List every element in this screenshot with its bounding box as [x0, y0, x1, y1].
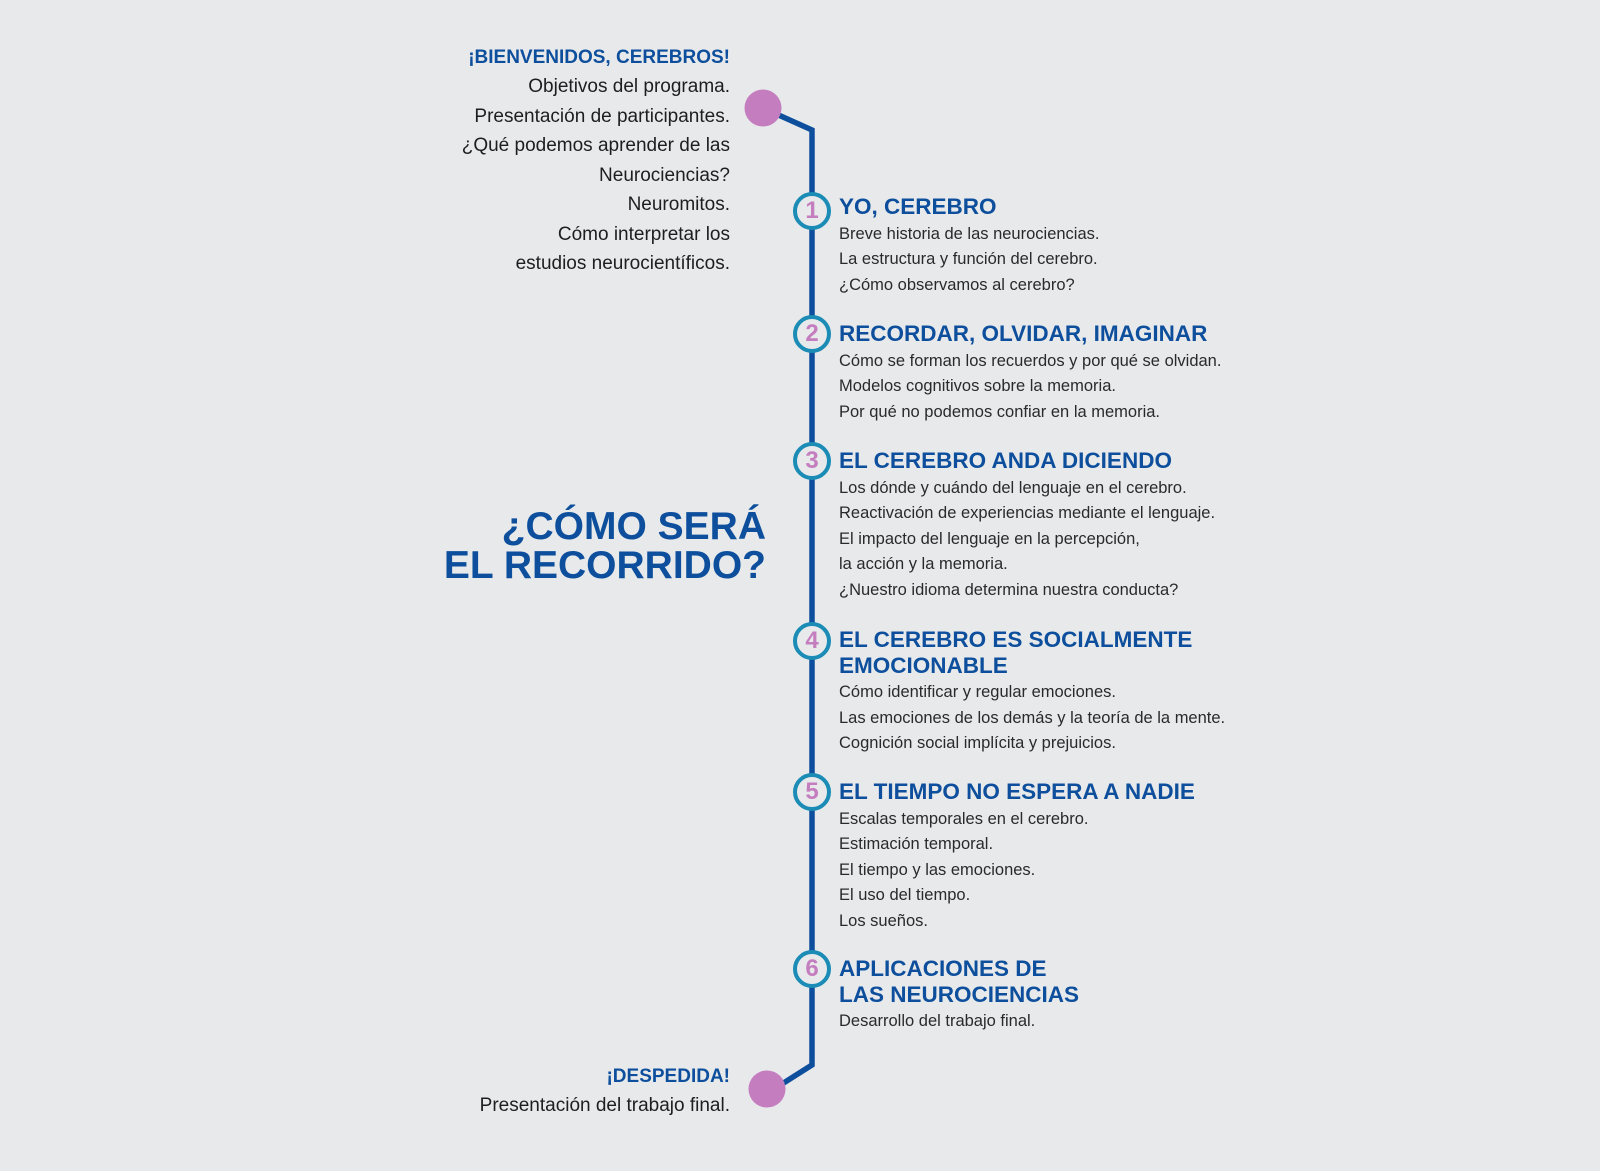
module-title-line: EMOCIONABLE — [839, 652, 1008, 678]
step-number-6: 6 — [805, 955, 819, 982]
start-dot — [745, 90, 782, 127]
welcome-items — [462, 72, 730, 279]
module-6 — [839, 956, 1079, 1035]
farewell-item: Presentación del trabajo final. — [479, 1095, 730, 1116]
step-number-1: 1 — [805, 197, 819, 224]
module-item: Desarrollo del trabajo final. — [839, 1012, 1036, 1030]
module-4 — [839, 627, 1225, 757]
module-item: Cognición social implícita y prejuicios. — [839, 734, 1116, 752]
module-title — [839, 194, 1099, 220]
module-item: Modelos cognitivos sobre la memoria. — [839, 377, 1116, 395]
module-title-line: LAS NEUROCIENCIAS — [839, 981, 1080, 1007]
module-3 — [839, 448, 1215, 603]
end-dot — [749, 1071, 786, 1108]
step-number-5: 5 — [805, 778, 819, 805]
welcome-item: Presentación de participantes. — [474, 105, 730, 127]
module-title — [839, 779, 1195, 805]
welcome-item: Objetivos del programa. — [528, 76, 730, 97]
welcome-item: Neuromitos. — [627, 194, 730, 215]
module-title — [839, 956, 1079, 1007]
timeline-line — [763, 108, 812, 1096]
step-number-4: 4 — [805, 627, 819, 654]
module-item: Breve historia de las neurociencias. — [839, 224, 1100, 243]
farewell-title: ¡DESPEDIDA! — [606, 1066, 730, 1087]
module-title-line: YO, CEREBRO — [839, 194, 997, 219]
module-item: El tiempo y las emociones. — [839, 860, 1036, 879]
module-item: la acción y la memoria. — [839, 555, 1008, 573]
main-title-line: EL RECORRIDO? — [443, 544, 766, 587]
module-title — [839, 627, 1225, 678]
module-item: Estimación temporal. — [839, 835, 994, 853]
module-5 — [839, 779, 1195, 934]
module-item: Cómo se forman los recuerdos y por qué se olvidan. — [839, 351, 1222, 370]
main-title-line: ¿CÓMO SERÁ — [501, 505, 766, 548]
farewell-section — [480, 1063, 730, 1121]
module-item: La estructura y función del cerebro. — [839, 250, 1098, 268]
module-title — [839, 448, 1215, 474]
module-item: ¿Cómo observamos al cerebro? — [839, 275, 1075, 294]
farewell-items — [480, 1091, 730, 1121]
welcome-item: estudios neurocientíficos. — [515, 253, 730, 274]
module-item: Los dónde y cuándo del lenguaje en el cerebro. — [839, 478, 1187, 497]
module-item: Cómo identificar y regular emociones. — [839, 683, 1116, 701]
module-item: ¿Nuestro idioma determina nuestra conducta? — [839, 580, 1179, 599]
module-1 — [839, 194, 1099, 298]
welcome-item: ¿Qué podemos aprender de las — [461, 135, 730, 156]
module-item: Reactivación de experiencias mediante el lenguaje. — [839, 504, 1216, 522]
module-title-line: EL TIEMPO NO ESPERA A NADIE — [839, 779, 1195, 804]
module-title — [839, 321, 1221, 347]
module-item: Por qué no podemos confiar en la memoria. — [839, 402, 1161, 421]
welcome-item: Cómo interpretar los — [557, 223, 730, 245]
module-item: Los sueños. — [839, 911, 928, 930]
module-title-line: EL CEREBRO ANDA DICIENDO — [839, 448, 1172, 473]
step-number-3: 3 — [805, 447, 819, 474]
module-title-line: RECORDAR, OLVIDAR, IMAGINAR — [839, 321, 1208, 346]
module-item: El uso del tiempo. — [839, 886, 971, 904]
module-item: Las emociones de los demás y la teoría de la mente. — [839, 708, 1226, 727]
module-title-line: APLICACIONES DE — [839, 956, 1047, 981]
welcome-title: ¡BIENVENIDOS, CEREBROS! — [468, 47, 730, 68]
step-number-2: 2 — [805, 320, 819, 347]
main-title — [444, 507, 766, 585]
module-title-line: EL CEREBRO ES SOCIALMENTE — [839, 627, 1193, 652]
welcome-item: Neurociencias? — [599, 164, 730, 186]
module-2 — [839, 321, 1221, 425]
module-item: El impacto del lenguaje en la percepción, — [839, 529, 1140, 548]
module-item: Escalas temporales en el cerebro. — [839, 809, 1089, 828]
welcome-section — [462, 44, 730, 279]
